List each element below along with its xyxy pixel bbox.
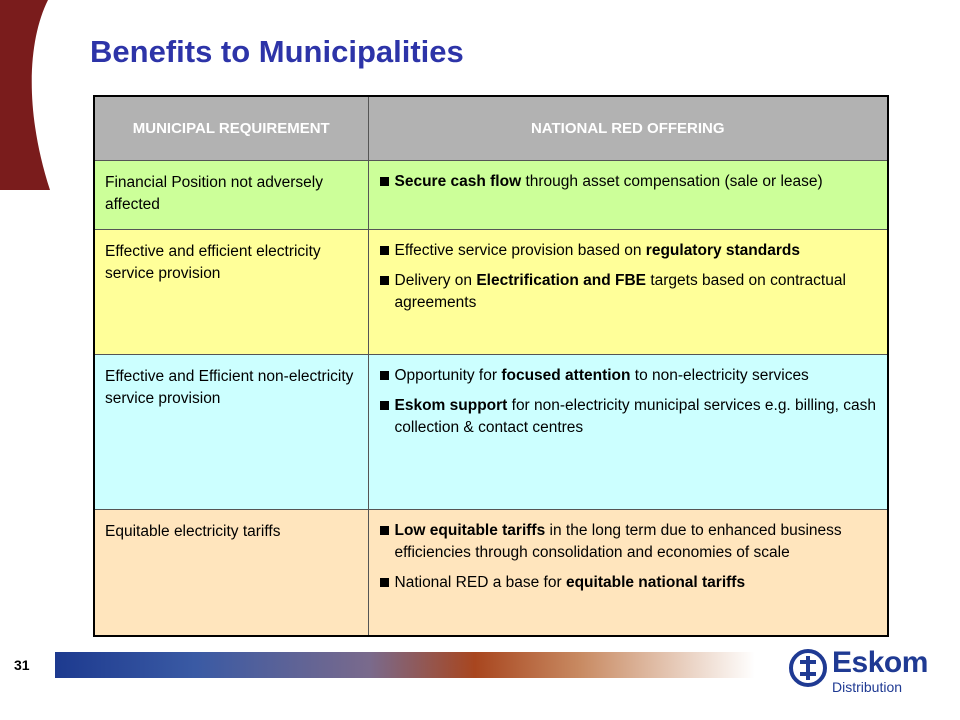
offering-emphasis: focused attention — [501, 367, 631, 384]
offering-emphasis: regulatory standards — [645, 242, 800, 259]
offering-cell — [368, 230, 888, 355]
page-title: Benefits to Municipalities — [90, 34, 464, 69]
offering-text: Effective service provision based on — [394, 242, 646, 259]
offering-text: targets based on contractual agreements — [394, 272, 846, 311]
bullet-square-icon — [380, 526, 389, 535]
swoosh-decoration — [0, 0, 70, 190]
footer-gradient-bar — [55, 652, 755, 678]
header-national-red-offering: NATIONAL RED OFFERING — [368, 96, 888, 161]
offering-item — [379, 520, 878, 564]
offering-item — [379, 171, 878, 193]
bullet-square-icon — [380, 578, 389, 587]
table-row — [94, 355, 888, 510]
offering-text: to non-electricity services — [630, 367, 809, 384]
offering-emphasis: Secure cash flow — [394, 173, 522, 190]
offering-list — [379, 365, 878, 439]
offering-emphasis: Low equitable tariffs — [394, 522, 546, 539]
requirement-cell: Equitable electricity tariffs — [94, 510, 368, 637]
bullet-square-icon — [380, 276, 389, 285]
offering-text: Opportunity for — [394, 367, 502, 384]
bullet-square-icon — [380, 177, 389, 186]
offering-text: National RED a base for — [394, 574, 566, 591]
requirement-cell: Effective and efficient electricity service provision — [94, 230, 368, 355]
offering-text: in the long term due to enhanced business efficiencies through consolidation and economies of scale — [394, 522, 842, 561]
offering-item — [379, 572, 878, 594]
offering-cell — [368, 355, 888, 510]
benefits-table — [93, 95, 889, 637]
offering-item — [379, 240, 878, 262]
eskom-logo-icon — [788, 648, 828, 688]
page-number: 31 — [14, 657, 30, 673]
table-row — [94, 510, 888, 637]
requirement-cell: Financial Position not adversely affected — [94, 161, 368, 230]
bullet-square-icon — [380, 371, 389, 380]
offering-list — [379, 171, 878, 193]
table-header-row — [94, 96, 888, 161]
offering-cell — [368, 510, 888, 637]
table-row — [94, 161, 888, 230]
offering-list — [379, 520, 878, 594]
offering-text: Delivery on — [394, 272, 477, 289]
offering-item — [379, 365, 878, 387]
logo-subtitle: Distribution — [832, 679, 903, 695]
offering-item — [379, 395, 878, 439]
offering-list — [379, 240, 878, 314]
offering-text: for non-electricity municipal services e.g. billing, cash collection & contact centres — [394, 397, 877, 436]
offering-emphasis: Eskom support — [394, 397, 508, 414]
logo-wordmark: Eskom — [832, 646, 928, 679]
header-municipal-requirement: MUNICIPAL REQUIREMENT — [94, 96, 368, 161]
offering-item — [379, 270, 878, 314]
table-row — [94, 230, 888, 355]
bullet-square-icon — [380, 246, 389, 255]
requirement-cell: Effective and Efficient non-electricity service provision — [94, 355, 368, 510]
offering-text: through asset compensation (sale or lease) — [521, 173, 823, 190]
offering-emphasis: Electrification and FBE — [476, 272, 647, 289]
offering-cell — [368, 161, 888, 230]
offering-emphasis: equitable national tariffs — [565, 574, 746, 591]
bullet-square-icon — [380, 401, 389, 410]
eskom-logo — [788, 646, 928, 696]
